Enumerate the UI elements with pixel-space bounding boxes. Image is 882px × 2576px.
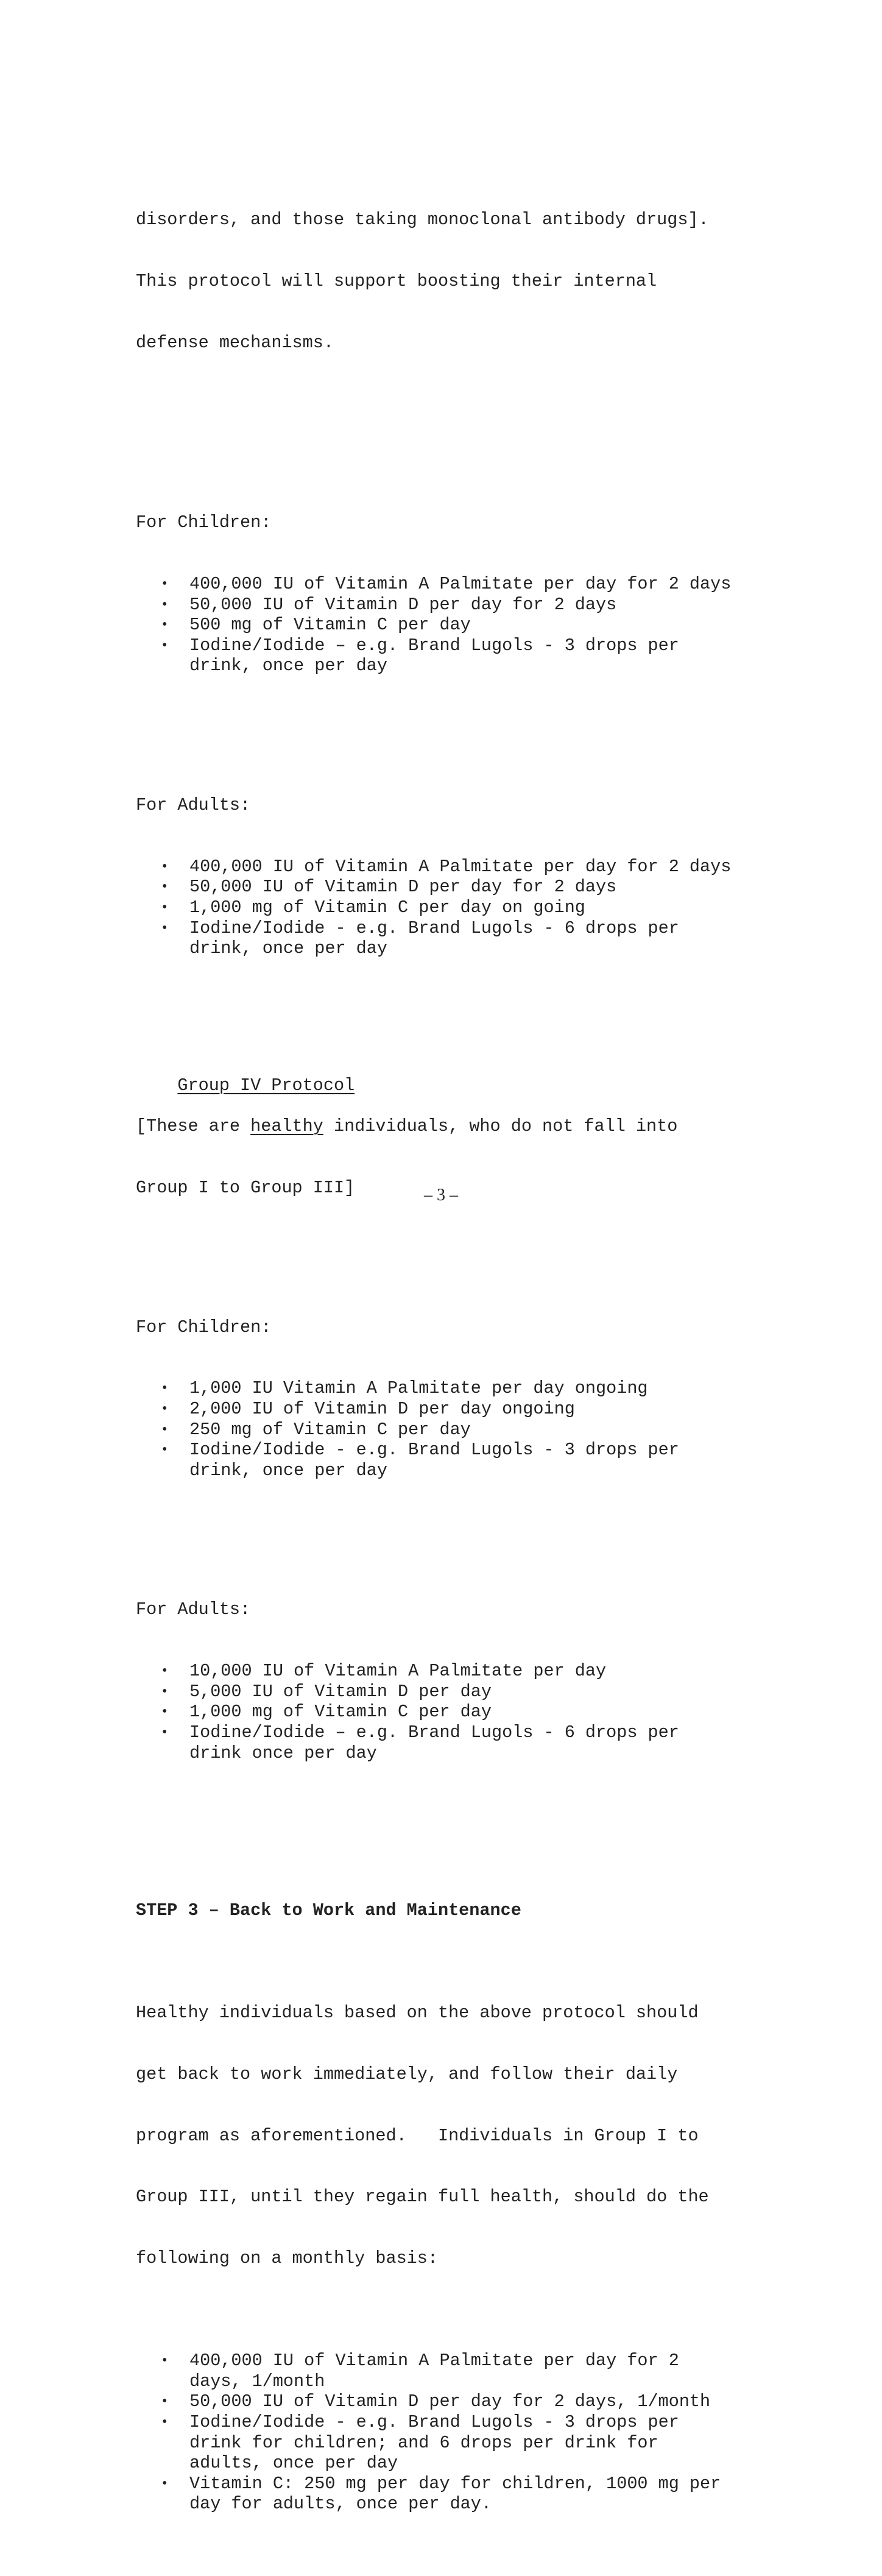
list-item-line: 5,000 IU of Vitamin D per day <box>189 1681 492 1702</box>
list-item <box>136 2351 842 2391</box>
bullet-icon: • <box>162 858 168 874</box>
list-item-line: 1,000 mg of Vitamin C per day on going <box>189 897 585 918</box>
list-item <box>136 897 842 918</box>
bullet-icon: • <box>162 2352 168 2369</box>
bullet-icon: • <box>162 596 168 612</box>
step3-body-line: get back to work immediately, and follow their daily <box>136 2064 678 2084</box>
bullet-icon: • <box>162 1724 168 1740</box>
list-item <box>136 635 842 676</box>
list-item-line: drink for children; and 6 drops per drink for <box>189 2432 658 2453</box>
group4-adults-label: For Adults: <box>136 1599 251 1620</box>
step3-body-line: program as aforementioned. Individuals in Group I to <box>136 2125 699 2146</box>
list-item-line: days, 1/month <box>189 2371 325 2391</box>
group4-desc-underlined: healthy <box>250 1116 323 1137</box>
list-item-line: drink, once per day <box>189 1460 387 1481</box>
list-item-line: Iodine/Iodide - e.g. Brand Lugols - 3 drops per <box>189 2411 679 2432</box>
list-item-line: 400,000 IU of Vitamin A Palmitate per day for 2 days <box>189 856 732 877</box>
group4-children-label: For Children: <box>136 1317 272 1337</box>
intro-line: disorders, and those taking monoclonal antibody drugs]. <box>136 209 709 230</box>
list-item-line: day for adults, once per day. <box>189 2494 492 2514</box>
list-item-line: 1,000 IU Vitamin A Palmitate per day ongoing <box>189 1378 648 1399</box>
list-item <box>136 2474 842 2514</box>
list-item <box>136 574 842 595</box>
list-item <box>136 1440 842 1481</box>
list-item-line: Iodine/Iodide – e.g. Brand Lugols - 6 drops per <box>189 1722 679 1743</box>
list-item <box>136 1399 842 1420</box>
list-item <box>136 1661 842 1682</box>
list-item-line: 400,000 IU of Vitamin A Palmitate per day for 2 days <box>189 574 732 595</box>
list-item <box>136 857 842 877</box>
list-item-line: drink, once per day <box>189 938 387 959</box>
bullet-icon: • <box>162 899 168 915</box>
list-item <box>136 2391 842 2412</box>
list-item <box>136 1378 842 1399</box>
bullet-icon: • <box>162 919 168 936</box>
bullet-icon: • <box>162 879 168 895</box>
bullet-icon: • <box>162 1442 168 1458</box>
list-item-line: 1,000 mg of Vitamin C per day <box>189 1702 492 1722</box>
step3-body <box>136 1962 842 2310</box>
list-item-line: 400,000 IU of Vitamin A Palmitate per day for 2 <box>189 2351 679 2371</box>
group4-children-list <box>136 1378 842 1481</box>
bullet-icon: • <box>162 2413 168 2430</box>
group4-description <box>136 1116 842 1137</box>
bullet-icon: • <box>162 1663 168 1679</box>
step3-body-line: Healthy individuals based on the above protocol should <box>136 2003 699 2023</box>
group3-adults-label: For Adults: <box>136 795 251 815</box>
bullet-icon: • <box>162 2393 168 2410</box>
list-item <box>136 615 842 635</box>
list-item-line: 50,000 IU of Vitamin D per day for 2 days, 1/month <box>189 2391 711 2412</box>
step3-heading: STEP 3 – Back to Work and Maintenance <box>136 1900 521 1921</box>
list-item-line: drink once per day <box>189 1743 377 1763</box>
step3-body-line: Group III, until they regain full health, should do the <box>136 2187 709 2207</box>
group4-heading: Group IV Protocol <box>177 1075 355 1096</box>
bullet-icon: • <box>162 1380 168 1396</box>
bullet-icon: • <box>162 617 168 633</box>
list-item <box>136 1682 842 1702</box>
intro-line: This protocol will support boosting their internal <box>136 271 657 291</box>
list-item-line: 2,000 IU of Vitamin D per day ongoing <box>189 1399 575 1420</box>
bullet-icon: • <box>162 637 168 653</box>
list-item <box>136 877 842 897</box>
step3-list <box>136 2351 842 2514</box>
list-item <box>136 1420 842 1440</box>
list-item-line: 50,000 IU of Vitamin D per day for 2 days <box>189 594 617 615</box>
group3-adults-list <box>136 857 842 959</box>
group4-adults-list <box>136 1661 842 1763</box>
list-item-line: Iodine/Iodide - e.g. Brand Lugols - 6 drops per <box>189 918 679 938</box>
page-content <box>136 107 842 2576</box>
list-item-line: adults, once per day <box>189 2453 398 2474</box>
list-item <box>136 918 842 959</box>
list-item <box>136 595 842 615</box>
group4-desc-post: individuals, who do not fall into <box>323 1116 678 1137</box>
list-item-line: 50,000 IU of Vitamin D per day for 2 days <box>189 877 617 897</box>
list-item-line: 500 mg of Vitamin C per day <box>189 615 471 635</box>
bullet-icon: • <box>162 2475 168 2491</box>
bullet-icon: • <box>162 1683 168 1699</box>
list-item-line: drink, once per day <box>189 656 387 676</box>
intro-line: defense mechanisms. <box>136 332 334 353</box>
list-item-line: 250 mg of Vitamin C per day <box>189 1419 471 1440</box>
bullet-icon: • <box>162 1704 168 1720</box>
bullet-icon: • <box>162 1421 168 1437</box>
bullet-icon: • <box>162 1401 168 1417</box>
page-number: – 3 – <box>424 1186 458 1205</box>
intro-paragraph <box>136 169 842 394</box>
list-item <box>136 1702 842 1722</box>
list-item-line: Iodine/Iodide – e.g. Brand Lugols - 3 drops per <box>189 635 679 656</box>
list-item-line: Iodine/Iodide - e.g. Brand Lugols - 3 drops per <box>189 1440 679 1460</box>
group4-description-line2: Group I to Group III] <box>136 1178 355 1198</box>
group3-children-label: For Children: <box>136 512 272 533</box>
list-item <box>136 1722 842 1763</box>
group4-desc-pre: [These are <box>136 1116 251 1137</box>
list-item-line: Vitamin C: 250 mg per day for children, 1000 mg per <box>189 2473 721 2494</box>
list-item-line: 10,000 IU of Vitamin A Palmitate per day <box>189 1661 607 1682</box>
list-item <box>136 2412 842 2474</box>
step3-body-line: following on a monthly basis: <box>136 2248 438 2269</box>
bullet-icon: • <box>162 576 168 592</box>
group3-children-list <box>136 574 842 676</box>
